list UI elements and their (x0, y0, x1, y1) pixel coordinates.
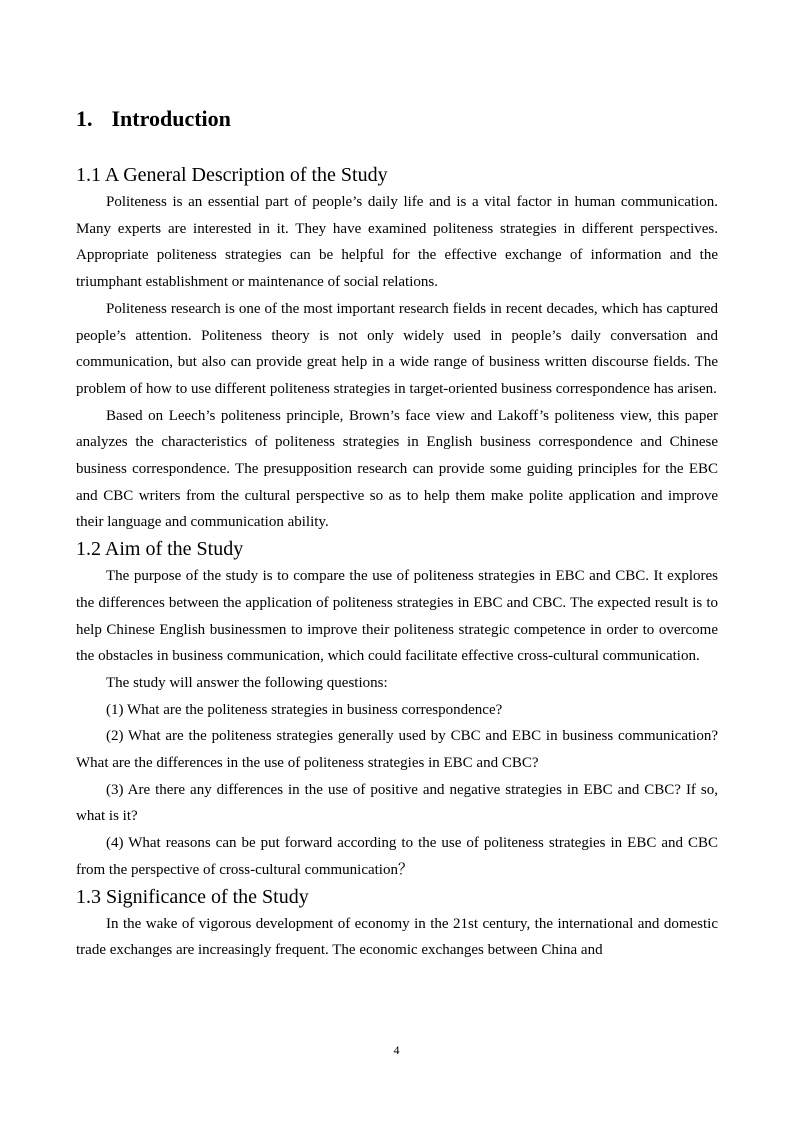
section-significance (76, 884, 718, 964)
chapter-title: Introduction (111, 106, 231, 131)
chapter-heading (76, 104, 718, 162)
paragraph: Based on Leech’s politeness principle, Brown’s face view and Lakoff’s politeness view, this paper analyzes the characteristics of politeness strategies in English business correspondence and Chinese business correspondence. The presupposition research can provide some guiding principles for the EBC and CBC writers from the cultural perspective so as to help them make polite application and improve their language and communication ability. (76, 407, 718, 531)
question-item: (3) Are there any differences in the use of positive and negative strategies in EBC and CBC? If so, what is it? (76, 781, 718, 825)
paragraph: In the wake of vigorous development of economy in the 21st century, the international and domestic trade exchanges are increasingly frequent. The economic exchanges between China and (76, 915, 718, 959)
paragraph: The study will answer the following questions: (106, 674, 388, 691)
chapter-number: 1. (76, 106, 93, 131)
section-heading: 1.2 Aim of the Study (76, 538, 244, 561)
page-number: 4 (393, 1043, 400, 1057)
question-item: (2) What are the politeness strategies generally used by CBC and EBC in business communication? What are the differences in the use of politeness strategies in EBC and CBC? (76, 728, 718, 772)
section-general-description (76, 162, 718, 536)
paragraph: Politeness research is one of the most important research fields in recent decades, which has captured people’s attention. Politeness theory is not only widely used in people’s daily conversation and communication, but also can provide great help in a wide range of business written discourse fields. The problem of how to use different politeness strategies in target-oriented business correspondence has arisen. (76, 300, 718, 397)
paragraph: The purpose of the study is to compare the use of politeness strategies in EBC and CBC. It explores the differences between the application of politeness strategies in EBC and CBC. The expected result is to help Chinese English businessmen to improve their politeness strategic competence in order to overcome the obstacles in business communication, which could facilitate effective cross-cultural communication. (76, 568, 718, 665)
section-heading: 1.1 A General Description of the Study (76, 164, 388, 186)
section-heading: 1.3 Significance of the Study (76, 885, 309, 908)
question-item: (1) What are the politeness strategies in business correspondence? (106, 701, 503, 718)
page-content (76, 104, 718, 964)
paragraph: Politeness is an essential part of people’s daily life and is a vital factor in human communication. Many experts are interested in it. They have examined politeness strategies in different perspectives. Appropriate politeness strategies can be helpful for the effective exchange of information and the triumphant establishment or maintenance of social relations. (76, 194, 718, 291)
section-aim (76, 536, 718, 883)
question-item: (4) What reasons can be put forward according to the use of politeness strategies in EBC and CBC from the perspective of cross-cultural communication？ (76, 835, 718, 878)
